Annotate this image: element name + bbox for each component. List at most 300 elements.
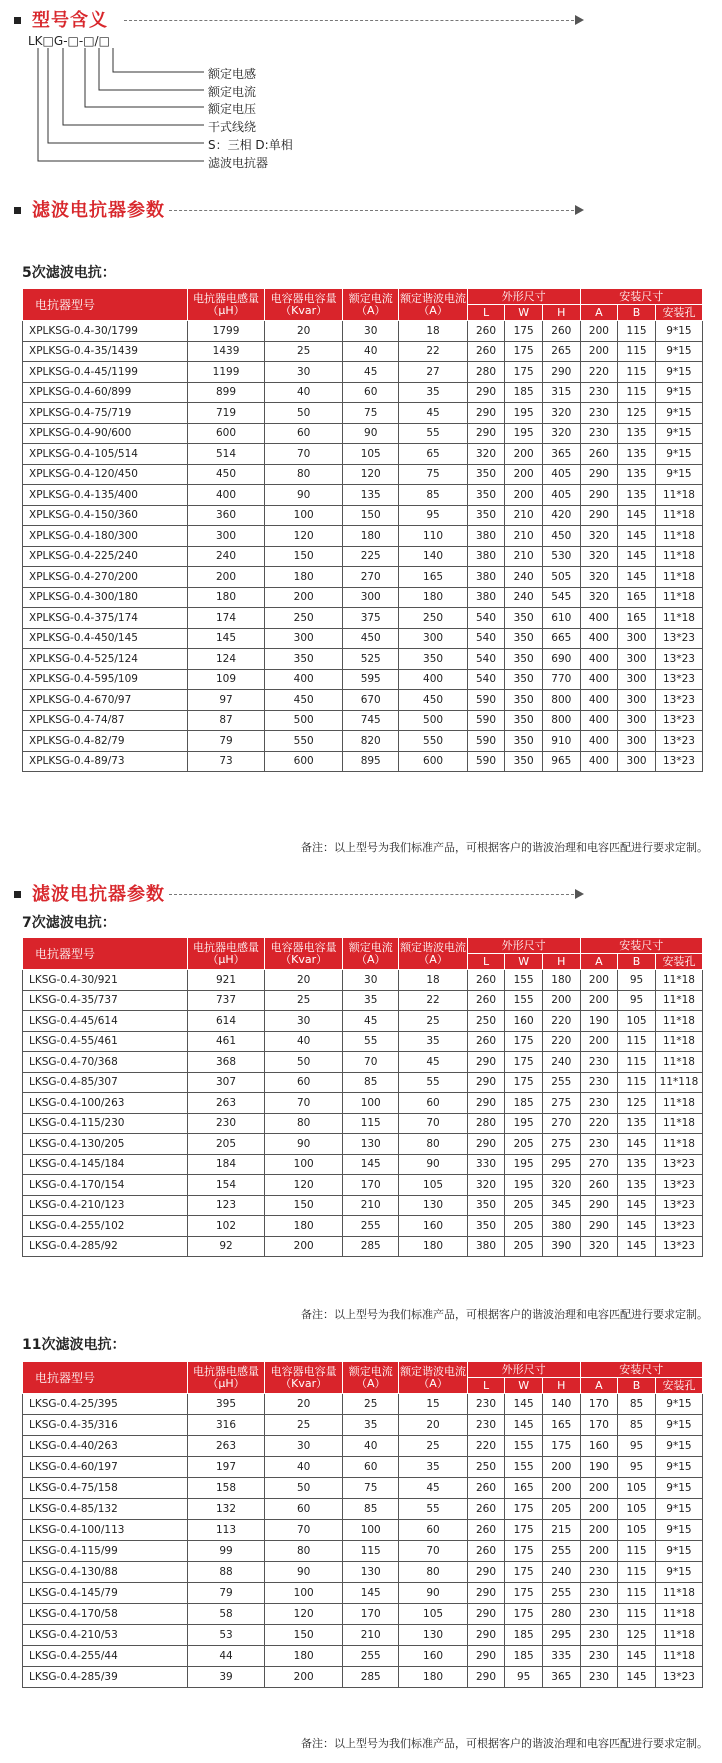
table-cell: 275 — [542, 1093, 580, 1114]
table-cell: 400 — [580, 690, 618, 711]
table-cell: 540 — [467, 608, 505, 629]
header-dimensions: 外形尺寸 — [467, 938, 580, 954]
table-cell: 135 — [618, 444, 656, 465]
table-cell: 115 — [618, 1052, 656, 1073]
table-cell: 200 — [505, 464, 543, 485]
table-cell: 365 — [542, 1667, 580, 1688]
table-cell: 260 — [580, 444, 618, 465]
table-cell: 180 — [265, 1216, 343, 1237]
table-row — [23, 1175, 703, 1196]
table-row — [23, 485, 703, 506]
table-cell: 345 — [542, 1195, 580, 1216]
table-cell: 60 — [265, 423, 343, 444]
table-cell: 280 — [467, 1113, 505, 1134]
table-row — [23, 1583, 703, 1604]
table-row — [23, 1052, 703, 1073]
table-cell: 40 — [342, 1436, 398, 1457]
label-phase: S：三相 D:单相 — [208, 138, 293, 152]
table-cell: 175 — [505, 341, 543, 362]
table-cell: 55 — [399, 1499, 467, 1520]
table-cell: 13*23 — [655, 1216, 702, 1237]
table-cell: 20 — [265, 321, 343, 342]
table-cell: 205 — [505, 1134, 543, 1155]
table-cell: 315 — [542, 382, 580, 403]
table-row — [23, 1216, 703, 1237]
table-row — [23, 321, 703, 342]
table-cell: 9*15 — [655, 403, 702, 424]
table-cell: 115 — [618, 362, 656, 383]
table-cell: 200 — [265, 1667, 343, 1688]
table-cell: 350 — [505, 751, 543, 772]
arrow-right-icon — [575, 205, 584, 215]
table-cell: 250 — [265, 608, 343, 629]
table-cell: 737 — [187, 990, 265, 1011]
table-cell: 18 — [399, 970, 467, 991]
table-cell: 175 — [505, 1052, 543, 1073]
table-cell: 400 — [187, 485, 265, 506]
cell-model: XPLKSG-0.4-225/240 — [23, 546, 188, 567]
header-a: A — [580, 1378, 618, 1394]
table-cell: 11*18 — [655, 485, 702, 506]
cell-model: XPLKSG-0.4-270/200 — [23, 567, 188, 588]
table-cell: 150 — [265, 1625, 343, 1646]
table-cell: 160 — [399, 1216, 467, 1237]
table-cell: 22 — [399, 990, 467, 1011]
table-row — [23, 1011, 703, 1032]
spec-table-11th — [22, 1361, 703, 1688]
table-cell: 197 — [187, 1457, 265, 1478]
table-row — [23, 690, 703, 711]
table-cell: 590 — [467, 710, 505, 731]
table-cell: 13*23 — [655, 669, 702, 690]
cell-model: XPLKSG-0.4-120/450 — [23, 464, 188, 485]
table-cell: 155 — [505, 1436, 543, 1457]
table-cell: 105 — [618, 1499, 656, 1520]
table-row — [23, 403, 703, 424]
table-cell: 135 — [618, 423, 656, 444]
table-cell: 230 — [467, 1394, 505, 1415]
table-cell: 45 — [399, 1052, 467, 1073]
table-cell: 20 — [265, 1394, 343, 1415]
table-cell: 13*23 — [655, 710, 702, 731]
table-cell: 115 — [618, 1072, 656, 1093]
table-cell: 250 — [467, 1011, 505, 1032]
table-cell: 380 — [467, 587, 505, 608]
table-cell: 195 — [505, 423, 543, 444]
table-cell: 405 — [542, 464, 580, 485]
table-cell: 109 — [187, 669, 265, 690]
table-cell: 320 — [467, 444, 505, 465]
table-cell: 195 — [505, 403, 543, 424]
table-cell: 220 — [542, 1011, 580, 1032]
table-cell: 185 — [505, 1646, 543, 1667]
table-row — [23, 423, 703, 444]
table-cell: 180 — [187, 587, 265, 608]
table-cell: 320 — [580, 526, 618, 547]
header-dimensions: 外形尺寸 — [467, 289, 580, 305]
table-cell: 800 — [542, 710, 580, 731]
table-cell: 70 — [399, 1541, 467, 1562]
table-cell: 30 — [342, 970, 398, 991]
cell-model: LKSG-0.4-40/263 — [23, 1436, 188, 1457]
table-cell: 350 — [505, 690, 543, 711]
table-cell: 60 — [399, 1520, 467, 1541]
table-cell: 170 — [580, 1394, 618, 1415]
table-cell: 230 — [580, 1072, 618, 1093]
table-cell: 70 — [265, 1520, 343, 1541]
table-cell: 120 — [342, 464, 398, 485]
table-cell: 330 — [467, 1154, 505, 1175]
table-cell: 85 — [342, 1072, 398, 1093]
table-cell: 420 — [542, 505, 580, 526]
table-cell: 690 — [542, 649, 580, 670]
table-cell: 11*18 — [655, 1625, 702, 1646]
table-cell: 550 — [399, 731, 467, 752]
cell-model: LKSG-0.4-130/88 — [23, 1562, 188, 1583]
header-capacitance: 电容器电容量（Kvar） — [265, 289, 343, 321]
table-cell: 210 — [505, 546, 543, 567]
cell-model: LKSG-0.4-255/44 — [23, 1646, 188, 1667]
table-cell: 820 — [342, 731, 398, 752]
table-subtitle-7th: 7次滤波电抗： — [22, 915, 116, 931]
table-cell: 130 — [399, 1195, 467, 1216]
table-row — [23, 751, 703, 772]
table-cell: 125 — [618, 403, 656, 424]
table-cell: 320 — [580, 546, 618, 567]
table-cell: 350 — [265, 649, 343, 670]
table-cell: 165 — [399, 567, 467, 588]
table-cell: 120 — [265, 526, 343, 547]
table-cell: 80 — [265, 1113, 343, 1134]
header-l: L — [467, 954, 505, 970]
table-cell: 180 — [542, 970, 580, 991]
table-cell: 175 — [505, 321, 543, 342]
table-cell: 200 — [505, 485, 543, 506]
table-cell: 145 — [618, 526, 656, 547]
header-l: L — [467, 1378, 505, 1394]
table-cell: 30 — [265, 1011, 343, 1032]
table-row — [23, 608, 703, 629]
table-cell: 270 — [580, 1154, 618, 1175]
table-cell: 155 — [505, 970, 543, 991]
header-mounting: 安装尺寸 — [580, 1362, 702, 1378]
table-cell: 255 — [542, 1072, 580, 1093]
table-cell: 240 — [542, 1562, 580, 1583]
table-cell: 600 — [399, 751, 467, 772]
table-cell: 350 — [467, 464, 505, 485]
table-row — [23, 731, 703, 752]
table-cell: 44 — [187, 1646, 265, 1667]
label-rated-current: 额定电流 — [208, 85, 257, 99]
table-cell: 73 — [187, 751, 265, 772]
table-cell: 290 — [467, 403, 505, 424]
table-cell: 130 — [342, 1562, 398, 1583]
table-cell: 530 — [542, 546, 580, 567]
table-row — [23, 1541, 703, 1562]
header-model: 电抗器型号 — [23, 1362, 188, 1394]
table-cell: 11*18 — [655, 1031, 702, 1052]
table-cell: 200 — [542, 990, 580, 1011]
header-harmonic-current: 额定谐波电流（A） — [399, 1362, 467, 1394]
table-cell: 230 — [580, 1646, 618, 1667]
table-cell: 300 — [187, 526, 265, 547]
table-cell: 200 — [580, 1541, 618, 1562]
table-cell: 230 — [580, 1583, 618, 1604]
table-cell: 85 — [618, 1415, 656, 1436]
table-cell: 350 — [505, 710, 543, 731]
table-cell: 270 — [342, 567, 398, 588]
table-cell: 255 — [342, 1646, 398, 1667]
table-cell: 320 — [580, 587, 618, 608]
cell-model: LKSG-0.4-255/102 — [23, 1216, 188, 1237]
table-cell: 400 — [265, 669, 343, 690]
table-cell: 60 — [265, 1072, 343, 1093]
table-cell: 450 — [342, 628, 398, 649]
header-harmonic-current: 额定谐波电流（A） — [399, 289, 467, 321]
table-cell: 295 — [542, 1154, 580, 1175]
table-cell: 350 — [467, 505, 505, 526]
table-cell: 55 — [399, 423, 467, 444]
table-cell: 155 — [505, 990, 543, 1011]
table-cell: 145 — [187, 628, 265, 649]
section-title: 型号含义 — [32, 10, 108, 31]
table-subtitle-5th: 5次滤波电抗： — [22, 265, 116, 281]
table-cell: 200 — [542, 1478, 580, 1499]
table-cell: 595 — [342, 669, 398, 690]
table-cell: 290 — [467, 1134, 505, 1155]
table-cell: 170 — [342, 1604, 398, 1625]
cell-model: XPLKSG-0.4-150/360 — [23, 505, 188, 526]
header-w: W — [505, 1378, 543, 1394]
table-cell: 115 — [342, 1541, 398, 1562]
table-cell: 95 — [618, 990, 656, 1011]
table-cell: 545 — [542, 587, 580, 608]
table-cell: 60 — [342, 382, 398, 403]
table-cell: 195 — [505, 1154, 543, 1175]
table-cell: 70 — [265, 444, 343, 465]
table-cell: 145 — [342, 1583, 398, 1604]
table-cell: 113 — [187, 1520, 265, 1541]
table-cell: 285 — [342, 1667, 398, 1688]
cell-model: XPLKSG-0.4-75/719 — [23, 403, 188, 424]
section-header-params-1 — [14, 198, 584, 221]
table-cell: 175 — [505, 362, 543, 383]
table-cell: 255 — [342, 1216, 398, 1237]
table-cell: 95 — [399, 505, 467, 526]
table-row — [23, 505, 703, 526]
dashed-divider — [169, 210, 574, 211]
table-cell: 13*23 — [655, 1154, 702, 1175]
table-cell: 260 — [467, 970, 505, 991]
table-cell: 140 — [542, 1394, 580, 1415]
table-cell: 79 — [187, 731, 265, 752]
table-cell: 125 — [618, 1625, 656, 1646]
cell-model: LKSG-0.4-210/53 — [23, 1625, 188, 1646]
table-cell: 260 — [580, 1175, 618, 1196]
table-cell: 35 — [342, 990, 398, 1011]
header-b: B — [618, 305, 656, 321]
table-cell: 965 — [542, 751, 580, 772]
table-cell: 800 — [542, 690, 580, 711]
table-cell: 290 — [467, 1604, 505, 1625]
table-cell: 240 — [542, 1052, 580, 1073]
cell-model: XPLKSG-0.4-135/400 — [23, 485, 188, 506]
cell-model: LKSG-0.4-75/158 — [23, 1478, 188, 1499]
table-cell: 95 — [618, 1457, 656, 1478]
table-cell: 360 — [187, 505, 265, 526]
table-row — [23, 341, 703, 362]
table-row — [23, 464, 703, 485]
model-code: LK□G-□-□/□ — [28, 34, 110, 48]
section-header-params-2 — [14, 882, 584, 905]
table-cell: 265 — [542, 341, 580, 362]
table-cell: 230 — [187, 1113, 265, 1134]
table-cell: 610 — [542, 608, 580, 629]
table-subtitle-11th: 11次滤波电抗： — [22, 1337, 126, 1353]
table-cell: 180 — [265, 1646, 343, 1667]
table-cell: 505 — [542, 567, 580, 588]
table-cell: 90 — [399, 1583, 467, 1604]
table-cell: 525 — [342, 649, 398, 670]
table-cell: 87 — [187, 710, 265, 731]
table-cell: 335 — [542, 1646, 580, 1667]
table-cell: 145 — [505, 1394, 543, 1415]
table-cell: 100 — [265, 505, 343, 526]
cell-model: LKSG-0.4-115/230 — [23, 1113, 188, 1134]
table-cell: 45 — [399, 403, 467, 424]
table-cell: 180 — [399, 1236, 467, 1257]
table-cell: 260 — [467, 321, 505, 342]
table-cell: 175 — [505, 1499, 543, 1520]
table-cell: 290 — [467, 423, 505, 444]
table-cell: 205 — [187, 1134, 265, 1155]
table-cell: 95 — [618, 970, 656, 991]
table-cell: 11*18 — [655, 587, 702, 608]
table-row — [23, 1134, 703, 1155]
header-inductance: 电抗器电感量（μH） — [187, 289, 265, 321]
table-cell: 450 — [399, 690, 467, 711]
table-cell: 80 — [265, 1541, 343, 1562]
table-cell: 30 — [265, 362, 343, 383]
cell-model: XPLKSG-0.4-60/899 — [23, 382, 188, 403]
table-cell: 350 — [505, 731, 543, 752]
table-cell: 230 — [580, 1134, 618, 1155]
table-cell: 145 — [618, 1236, 656, 1257]
table-cell: 200 — [580, 321, 618, 342]
table-cell: 290 — [467, 1583, 505, 1604]
table-cell: 220 — [542, 1031, 580, 1052]
table-cell: 100 — [342, 1520, 398, 1541]
table-cell: 400 — [580, 751, 618, 772]
cell-model: LKSG-0.4-70/368 — [23, 1052, 188, 1073]
table-row — [23, 362, 703, 383]
table-cell: 155 — [505, 1457, 543, 1478]
table-cell: 230 — [580, 1052, 618, 1073]
table-cell: 300 — [618, 669, 656, 690]
table-row — [23, 567, 703, 588]
table-cell: 514 — [187, 444, 265, 465]
table-cell: 175 — [505, 1562, 543, 1583]
table-cell: 590 — [467, 751, 505, 772]
table-row — [23, 990, 703, 1011]
table-cell: 670 — [342, 690, 398, 711]
table-cell: 290 — [467, 1052, 505, 1073]
table-cell: 540 — [467, 669, 505, 690]
table-row — [23, 444, 703, 465]
table-cell: 13*23 — [655, 1667, 702, 1688]
table-cell: 55 — [342, 1031, 398, 1052]
table-cell: 102 — [187, 1216, 265, 1237]
table-cell: 125 — [618, 1093, 656, 1114]
table-cell: 45 — [342, 1011, 398, 1032]
table-cell: 135 — [618, 1113, 656, 1134]
table-cell: 105 — [618, 1478, 656, 1499]
table-cell: 185 — [505, 1093, 543, 1114]
table-cell: 11*18 — [655, 1052, 702, 1073]
table-cell: 180 — [399, 587, 467, 608]
cell-model: XPLKSG-0.4-105/514 — [23, 444, 188, 465]
table-row — [23, 1031, 703, 1052]
header-h: H — [542, 954, 580, 970]
table-cell: 18 — [399, 321, 467, 342]
table-row — [23, 1072, 703, 1093]
table-cell: 380 — [467, 526, 505, 547]
table-cell: 280 — [467, 362, 505, 383]
table-cell: 92 — [187, 1236, 265, 1257]
table-cell: 260 — [467, 1499, 505, 1520]
table-cell: 11*18 — [655, 567, 702, 588]
table-cell: 35 — [399, 382, 467, 403]
cell-model: XPLKSG-0.4-30/1799 — [23, 321, 188, 342]
table-cell: 290 — [467, 1625, 505, 1646]
cell-model: LKSG-0.4-130/205 — [23, 1134, 188, 1155]
cell-model: XPLKSG-0.4-82/79 — [23, 731, 188, 752]
table-cell: 590 — [467, 690, 505, 711]
dashed-divider — [124, 20, 574, 21]
section-title: 滤波电抗器参数 — [32, 200, 165, 221]
table-cell: 205 — [542, 1499, 580, 1520]
header-mounting: 安装尺寸 — [580, 938, 702, 954]
header-capacitance: 电容器电容量（Kvar） — [265, 1362, 343, 1394]
cell-model: LKSG-0.4-145/79 — [23, 1583, 188, 1604]
table-cell: 240 — [505, 587, 543, 608]
table-cell: 200 — [580, 1031, 618, 1052]
table-cell: 11*18 — [655, 990, 702, 1011]
table-cell: 290 — [542, 362, 580, 383]
table-cell: 135 — [618, 1154, 656, 1175]
table-cell: 910 — [542, 731, 580, 752]
cell-model: LKSG-0.4-30/921 — [23, 970, 188, 991]
table-cell: 115 — [618, 1031, 656, 1052]
table-cell: 75 — [342, 403, 398, 424]
table-cell: 320 — [542, 403, 580, 424]
table-cell: 590 — [467, 731, 505, 752]
table-row — [23, 1415, 703, 1436]
header-h: H — [542, 1378, 580, 1394]
cell-model: LKSG-0.4-55/461 — [23, 1031, 188, 1052]
label-rated-inductance: 额定电感 — [208, 67, 257, 81]
table-cell: 540 — [467, 628, 505, 649]
table-cell: 13*23 — [655, 1175, 702, 1196]
table-cell: 290 — [580, 505, 618, 526]
table-row — [23, 546, 703, 567]
table-cell: 50 — [265, 1478, 343, 1499]
table-row — [23, 1457, 703, 1478]
table-cell: 380 — [542, 1216, 580, 1237]
cell-model: LKSG-0.4-25/395 — [23, 1394, 188, 1415]
table-cell: 13*23 — [655, 751, 702, 772]
table-cell: 9*15 — [655, 1457, 702, 1478]
